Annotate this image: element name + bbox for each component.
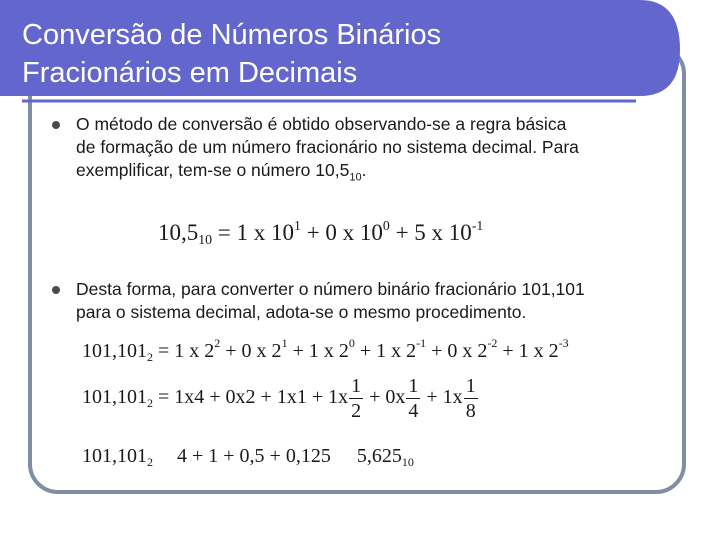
- eq3-part-3: + 1x: [421, 386, 463, 409]
- eq3-part-1: = 1x4 + 0x2 + 1x1 + 1x: [153, 386, 349, 409]
- eq3-lhs: 101,101: [82, 386, 147, 409]
- equation-3: [82, 374, 479, 423]
- eq3-part-2: + 0x: [364, 386, 406, 409]
- eq4-lhs-sub: 2: [147, 455, 153, 469]
- eq3-fraction-2: [406, 374, 420, 423]
- eq2-exp-5: -2: [487, 336, 498, 350]
- bullet-2-line-1: Desta forma, para converter o número binário fracionário 101,101: [76, 279, 585, 299]
- eq4-lhs: 101,101: [82, 445, 147, 467]
- eq2-term-6: + 1 x 2: [497, 340, 559, 362]
- eq2-term-5: + 0 x 2: [426, 340, 488, 362]
- eq2-exp-3: 0: [348, 336, 355, 350]
- bullet-icon: [52, 286, 60, 294]
- bullet-2-line-2: para o sistema decimal, adota-se o mesmo procedimento.: [76, 302, 527, 322]
- eq1-term-1: = 1 x 10: [212, 220, 295, 245]
- eq3-lhs-sub: 2: [147, 396, 153, 411]
- equation-4: [82, 445, 414, 470]
- eq2-exp-2: 1: [281, 336, 288, 350]
- slide-title-line-1: Conversão de Números Binários: [22, 19, 442, 51]
- eq3-frac2-den: 4: [408, 400, 419, 422]
- bullet-text-2: [76, 278, 676, 324]
- eq3-fraction-3: [464, 374, 478, 423]
- eq1-lhs-sub: 10: [198, 232, 213, 247]
- eq2-term-3: + 1 x 2: [287, 340, 349, 362]
- equation-2: [82, 336, 569, 365]
- slide-title-line-2: Fracionários em Decimais: [22, 57, 358, 89]
- eq3-fraction-1: [349, 374, 363, 423]
- bullet-1-line-2: de formação de um número fracionário no sistema decimal. Para: [76, 137, 579, 157]
- eq1-term-2: + 0 x 10: [300, 220, 383, 245]
- eq1-exp-3: -1: [471, 218, 484, 233]
- eq2-term-1: = 1 x 2: [153, 340, 215, 362]
- eq2-term-4: + 1 x 2: [354, 340, 417, 362]
- eq3-frac1-den: 2: [351, 400, 362, 422]
- eq2-exp-4: -1: [416, 336, 427, 350]
- eq4-sum: 4 + 1 + 0,5 + 0,125: [177, 445, 331, 467]
- equation-1: [158, 218, 483, 248]
- bullet-1-line-1: O método de conversão é obtido observando-se a regra básica: [76, 114, 567, 134]
- eq1-term-3: + 5 x 10: [389, 220, 472, 245]
- eq4-result: 5,625: [356, 445, 402, 467]
- eq2-exp-1: 2: [214, 336, 221, 350]
- eq3-frac3-num: 1: [465, 375, 476, 397]
- eq3-frac2-num: 1: [408, 375, 419, 397]
- eq2-exp-6: -3: [558, 336, 569, 350]
- eq2-lhs: 101,101: [82, 340, 147, 362]
- bullet-text-1: [76, 113, 676, 190]
- eq3-frac3-den: 8: [465, 400, 476, 422]
- eq1-exp-1: 1: [294, 218, 301, 233]
- bullet-icon: [52, 121, 60, 129]
- eq1-exp-2: 0: [382, 218, 390, 233]
- eq3-frac1-num: 1: [351, 375, 362, 397]
- eq2-term-2: + 0 x 2: [220, 340, 282, 362]
- bullet-1-line-3-text: exemplificar, tem-se o número 10,5: [76, 160, 350, 180]
- bullet-1-subscript: 10: [349, 171, 362, 184]
- bullet-1-line-3: [76, 159, 676, 190]
- bullet-item-2: [52, 278, 662, 326]
- eq1-lhs: 10,5: [158, 220, 199, 245]
- bullet-item-1: [52, 113, 662, 185]
- bullet-1-period: .: [361, 160, 367, 180]
- eq2-lhs-sub: 2: [147, 350, 153, 364]
- eq4-result-sub: 10: [401, 455, 414, 469]
